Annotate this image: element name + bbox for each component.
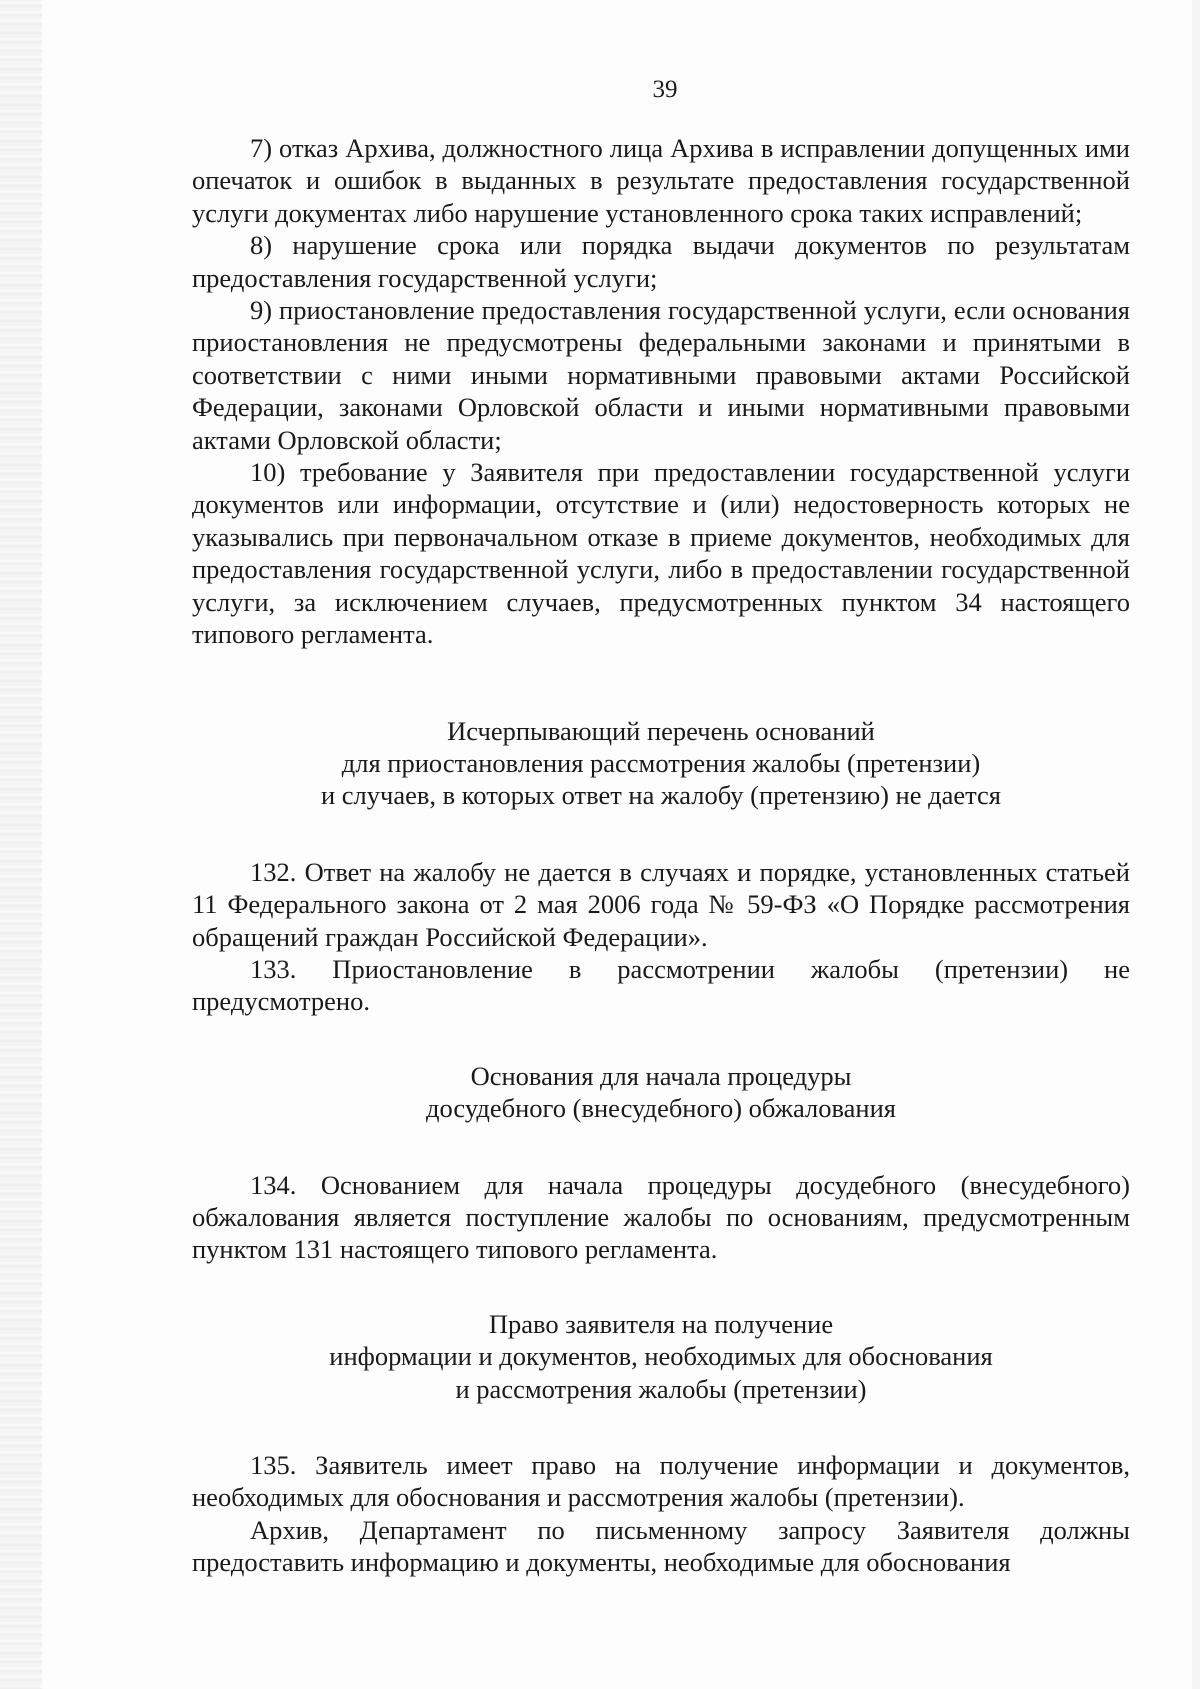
paragraph-135: 135. Заявитель имеет право на получение информации и документов, необходимых для обоснования и рассмотрения жалобы (претензии).	[192, 1450, 1130, 1513]
section-heading-grounds	[192, 1060, 1130, 1125]
heading-line: досудебного (внесудебного) обжалования	[426, 1093, 896, 1124]
paragraph-item-7: 7) отказ Архива, должностного лица Архива в исправлении допущенных ими опечаток и ошибок в выданных в результате предоставления государственной услуги документах либо нарушение установленного срока таких исправлений;	[192, 133, 1130, 228]
section-heading-suspension	[192, 715, 1130, 812]
spacer	[192, 1266, 1130, 1308]
heading-line: Исчерпывающий перечень оснований	[447, 715, 875, 746]
paragraph-item-9: 9) приостановление предоставления государственной услуги, если основания приостановления не предусмотрены федеральными законами и принятыми в соответствии с ними иными нормативными правовыми актами Российской Федерации, законами Орловской области и иными нормативными правовыми актами Орловской области;	[192, 295, 1130, 455]
document-body	[192, 132, 1130, 1579]
heading-line: Основания для начала процедуры	[470, 1060, 852, 1091]
spacer	[192, 1405, 1130, 1449]
paragraph-item-8: 8) нарушение срока или порядка выдачи документов по результатам предоставления государственной услуги;	[192, 230, 1130, 293]
heading-line: для приостановления рассмотрения жалобы (претензии)	[341, 747, 981, 778]
paragraph-133: 133. Приостановление в рассмотрении жалобы (претензии) не предусмотрено.	[192, 953, 1130, 1017]
paragraph-archive-obligation: Архив, Департамент по письменному запросу Заявителя должны предоставить информацию и документы, необходимые для обоснования	[192, 1514, 1130, 1578]
scan-edge-left	[0, 0, 42, 1689]
section-heading-right-to-information	[192, 1308, 1130, 1405]
spacer	[192, 812, 1130, 856]
scan-edge-right	[1192, 0, 1200, 1689]
heading-line: Право заявителя на получение	[488, 1308, 834, 1339]
spacer	[192, 1125, 1130, 1169]
heading-line: и случаев, в которых ответ на жалобу (претензию) не дается	[320, 780, 1001, 811]
spacer	[192, 1018, 1130, 1060]
paragraph-134: 134. Основанием для начала процедуры досудебного (внесудебного) обжалования является поступление жалобы по основаниям, предусмотренным пунктом 131 настоящего типового регламента.	[192, 1169, 1130, 1265]
paragraph-132: 132. Ответ на жалобу не дается в случаях и порядке, установленных статьей 11 Федерального закона от 2 мая 2006 года № 59-ФЗ «О Порядке рассмотрения обращений граждан Российской Федерации».	[192, 856, 1130, 952]
page-number: 39	[652, 76, 678, 103]
heading-line: информации и документов, необходимых для обоснования	[329, 1341, 993, 1372]
spacer	[192, 651, 1130, 715]
heading-line: и рассмотрения жалобы (претензии)	[455, 1373, 867, 1404]
paragraph-item-10: 10) требование у Заявителя при предоставлении государственной услуги документов или информации, отсутствие и (или) недостоверность которых не указывались при первоначальном отказе в приеме документов, необходимых для предоставления государственной услуги, либо в предоставлении государственной услуги, за исключением случаев, предусмотренных пунктом 34 настоящего типового регламента.	[192, 457, 1130, 650]
